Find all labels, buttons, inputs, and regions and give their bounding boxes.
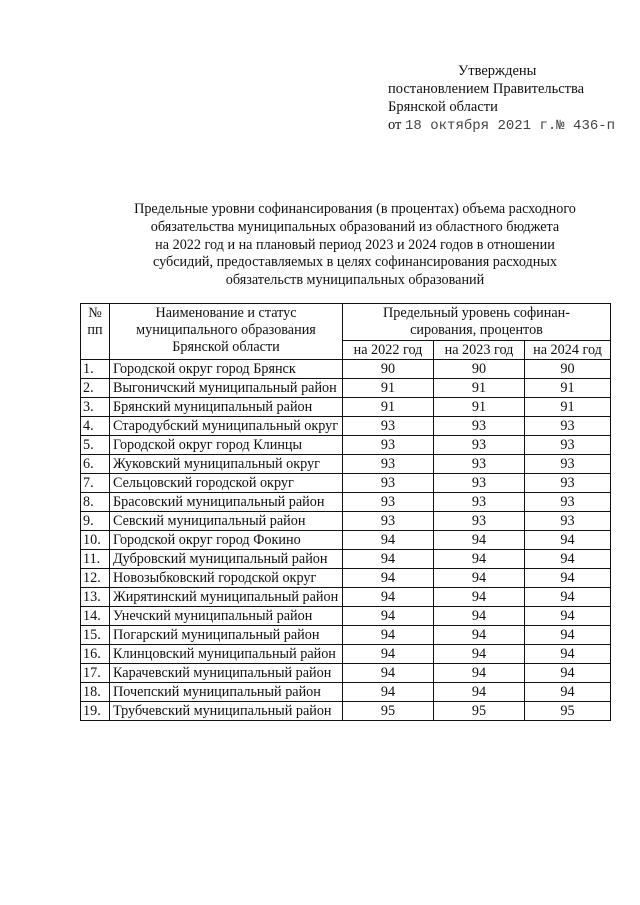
table-row (81, 550, 611, 569)
row-value-2022: 93 (343, 436, 434, 455)
row-value-2023: 93 (434, 512, 525, 531)
header-name-line-3: Брянской области (172, 339, 280, 355)
header-name-line-1: Наименование и статус (155, 305, 297, 321)
row-value-2022: 95 (343, 702, 434, 721)
row-value-2024: 94 (525, 607, 611, 626)
row-number: 9. (81, 512, 110, 531)
row-value-2023: 94 (434, 607, 525, 626)
table-row (81, 512, 611, 531)
row-value-2023: 94 (434, 645, 525, 664)
row-value-2023: 95 (434, 702, 525, 721)
row-value-2022: 94 (343, 531, 434, 550)
row-municipality-name: Жирятинский муниципальный район (110, 588, 343, 607)
table-row (81, 398, 611, 417)
row-municipality-name: Карачевский муниципальный район (110, 664, 343, 683)
table-row (81, 493, 611, 512)
row-value-2024: 93 (525, 474, 611, 493)
table-header-row (81, 304, 611, 341)
row-value-2023: 93 (434, 436, 525, 455)
row-value-2023: 94 (434, 531, 525, 550)
row-value-2024: 94 (525, 683, 611, 702)
row-number: 17. (81, 664, 110, 683)
row-municipality-name: Севский муниципальный район (110, 512, 343, 531)
row-municipality-name: Сельцовский городской округ (110, 474, 343, 493)
row-value-2022: 93 (343, 417, 434, 436)
row-number: 2. (81, 379, 110, 398)
row-value-2023: 93 (434, 417, 525, 436)
row-number: 19. (81, 702, 110, 721)
row-value-2022: 91 (343, 398, 434, 417)
approval-line-approved: Утверждены (458, 63, 537, 79)
table-row (81, 607, 611, 626)
row-number: 16. (81, 645, 110, 664)
document-title (100, 201, 610, 290)
table-row (81, 455, 611, 474)
row-number: 13. (81, 588, 110, 607)
row-number: 4. (81, 417, 110, 436)
row-value-2022: 94 (343, 550, 434, 569)
row-value-2022: 94 (343, 626, 434, 645)
header-year-2022: на 2022 год (343, 341, 434, 360)
row-number: 3. (81, 398, 110, 417)
header-level (343, 304, 611, 341)
header-number-line-2: пп (87, 322, 103, 338)
header-name-line-2: муниципального образования (136, 322, 316, 338)
table-row (81, 645, 611, 664)
row-value-2023: 94 (434, 569, 525, 588)
row-value-2022: 90 (343, 360, 434, 379)
approval-date-value: 18 октября 2021 г.№ 436-п (405, 118, 616, 134)
row-municipality-name: Трубчевский муниципальный район (110, 702, 343, 721)
row-value-2023: 91 (434, 379, 525, 398)
row-value-2024: 94 (525, 664, 611, 683)
row-value-2024: 93 (525, 512, 611, 531)
title-line-1: Предельные уровни софинансирования (в процентах) объема расходного (134, 201, 576, 217)
table-row (81, 702, 611, 721)
row-value-2024: 94 (525, 626, 611, 645)
title-line-2: обязательства муниципальных образований из областного бюджета (150, 218, 560, 235)
table-row (81, 531, 611, 550)
row-number: 18. (81, 683, 110, 702)
row-value-2024: 93 (525, 455, 611, 474)
row-municipality-name: Погарский муниципальный район (110, 626, 343, 645)
row-value-2023: 91 (434, 398, 525, 417)
row-value-2024: 94 (525, 588, 611, 607)
row-value-2024: 94 (525, 531, 611, 550)
row-value-2022: 93 (343, 512, 434, 531)
approval-line-decree: постановлением Правительства (388, 81, 585, 97)
row-municipality-name: Дубровский муниципальный район (110, 550, 343, 569)
row-number: 8. (81, 493, 110, 512)
row-value-2023: 94 (434, 588, 525, 607)
row-value-2024: 91 (525, 398, 611, 417)
row-municipality-name: Брасовский муниципальный район (110, 493, 343, 512)
table-row (81, 683, 611, 702)
row-municipality-name: Городской округ город Брянск (110, 360, 343, 379)
table-row (81, 379, 611, 398)
row-municipality-name: Выгоничский муниципальный район (110, 379, 343, 398)
header-number (81, 304, 110, 360)
row-value-2024: 93 (525, 436, 611, 455)
row-value-2022: 93 (343, 493, 434, 512)
title-line-5: обязательств муниципальных образований (225, 272, 485, 289)
row-value-2022: 94 (343, 683, 434, 702)
row-municipality-name: Брянский муниципальный район (110, 398, 343, 417)
row-value-2024: 93 (525, 493, 611, 512)
table-row (81, 474, 611, 493)
table-row (81, 417, 611, 436)
row-municipality-name: Новозыбковский городской округ (110, 569, 343, 588)
row-value-2024: 91 (525, 379, 611, 398)
row-value-2024: 94 (525, 569, 611, 588)
title-line-4: субсидий, предоставляемых в целях софинансирования расходных (153, 254, 557, 271)
row-municipality-name: Жуковский муниципальный округ (110, 455, 343, 474)
row-number: 12. (81, 569, 110, 588)
table-row (81, 664, 611, 683)
row-number: 15. (81, 626, 110, 645)
row-number: 14. (81, 607, 110, 626)
header-year-2023: на 2023 год (434, 341, 525, 360)
table-row (81, 588, 611, 607)
row-value-2024: 94 (525, 645, 611, 664)
row-value-2022: 94 (343, 664, 434, 683)
row-number: 11. (81, 550, 110, 569)
approval-block (388, 62, 638, 135)
row-number: 10. (81, 531, 110, 550)
row-number: 5. (81, 436, 110, 455)
row-value-2023: 90 (434, 360, 525, 379)
row-value-2023: 94 (434, 683, 525, 702)
approval-line-region: Брянской области (388, 99, 498, 115)
header-level-line-2: сирования, процентов (410, 322, 543, 338)
row-value-2024: 93 (525, 417, 611, 436)
row-value-2023: 94 (434, 626, 525, 645)
approval-date-prefix: от (388, 117, 402, 133)
row-number: 1. (81, 360, 110, 379)
row-municipality-name: Городской округ город Клинцы (110, 436, 343, 455)
row-value-2023: 93 (434, 455, 525, 474)
row-value-2022: 93 (343, 455, 434, 474)
row-number: 6. (81, 455, 110, 474)
row-municipality-name: Унечский муниципальный район (110, 607, 343, 626)
row-value-2022: 91 (343, 379, 434, 398)
row-municipality-name: Стародубский муниципальный округ (110, 417, 343, 436)
row-number: 7. (81, 474, 110, 493)
row-value-2023: 93 (434, 493, 525, 512)
row-municipality-name: Городской округ город Фокино (110, 531, 343, 550)
row-value-2022: 94 (343, 569, 434, 588)
row-value-2024: 95 (525, 702, 611, 721)
row-value-2022: 94 (343, 645, 434, 664)
table-row (81, 360, 611, 379)
row-value-2023: 94 (434, 664, 525, 683)
row-municipality-name: Почепский муниципальный район (110, 683, 343, 702)
row-value-2022: 94 (343, 607, 434, 626)
title-line-3: на 2022 год и на плановый период 2023 и 2024 годов в отношении (155, 236, 555, 253)
row-value-2024: 94 (525, 550, 611, 569)
row-value-2022: 93 (343, 474, 434, 493)
row-value-2024: 90 (525, 360, 611, 379)
header-level-line-1: Предельный уровень софинан- (383, 305, 570, 321)
cofinancing-table (80, 303, 611, 721)
approval-line-date (388, 116, 638, 135)
table-row (81, 569, 611, 588)
row-value-2023: 93 (434, 474, 525, 493)
table-row (81, 626, 611, 645)
row-municipality-name: Клинцовский муниципальный район (110, 645, 343, 664)
table-row (81, 436, 611, 455)
row-value-2022: 94 (343, 588, 434, 607)
header-number-line-1: № (88, 305, 102, 321)
header-name (110, 304, 343, 360)
row-value-2023: 94 (434, 550, 525, 569)
header-year-2024: на 2024 год (525, 341, 611, 360)
